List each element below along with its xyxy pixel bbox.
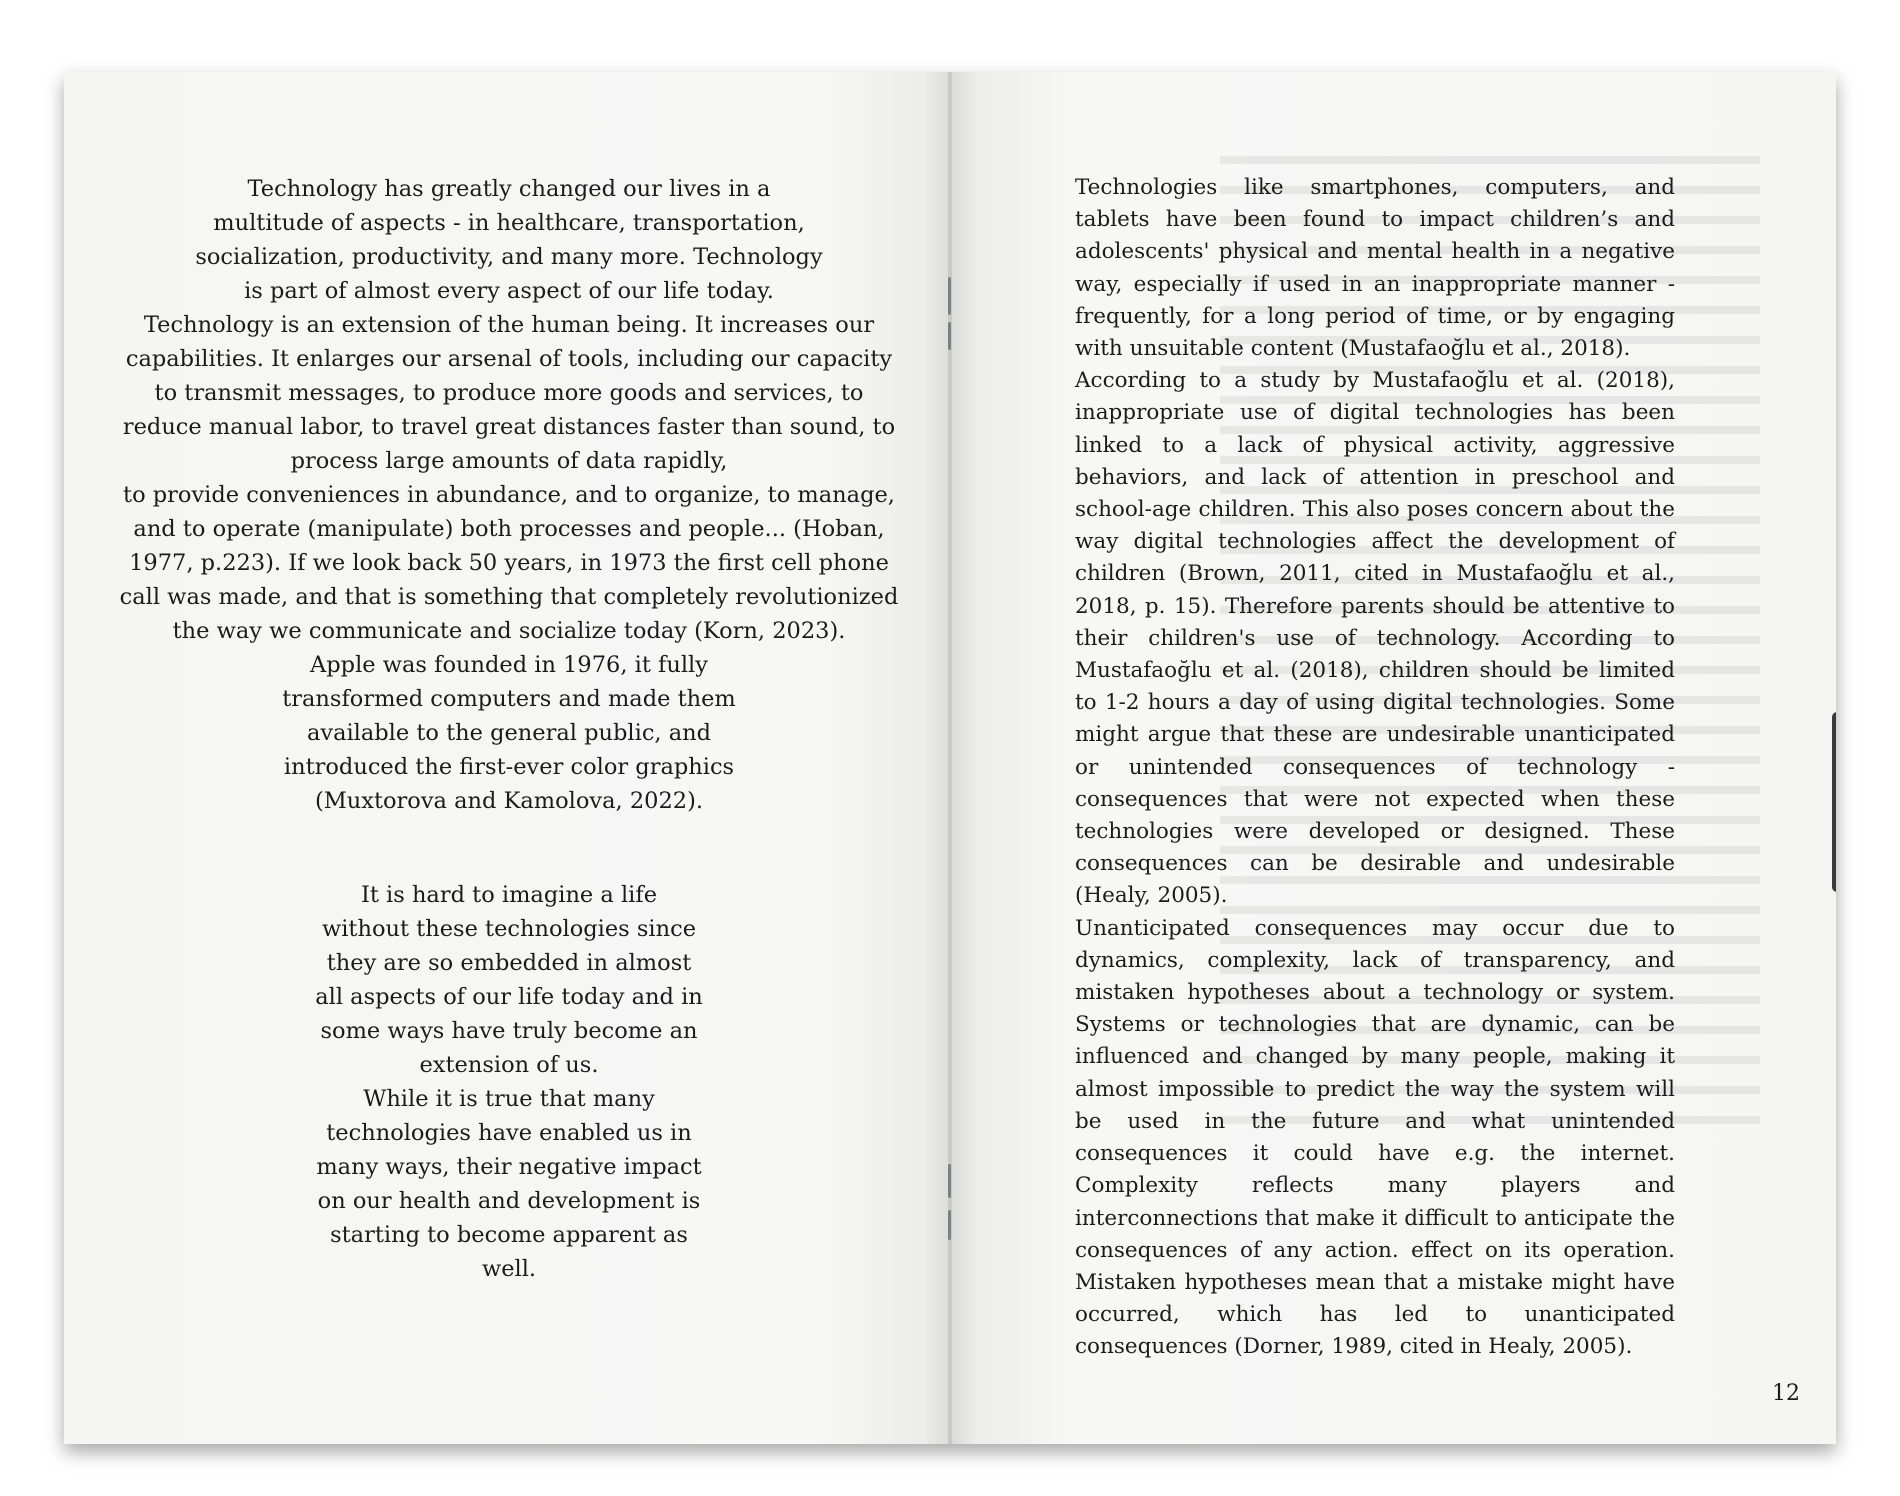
- left-paragraph-2: Technology is an extension of the human being. It increases our capabilities. It enlarges our arsenal of tools, including our capacity to transmit messages, to produce more goods and services, to reduce manual labor, to travel great distances faster than sound, to process large amounts of data rapidly,: [122, 312, 896, 474]
- left-paragraph-1: Technology has greatly changed our lives in a multitude of aspects - in healthcare, transportation, socialization, productivity, and many more. Technology is part of almost every aspect of our life today.: [195, 176, 823, 304]
- booklet-spread: [64, 72, 1836, 1444]
- left-page: [64, 72, 950, 1444]
- left-paragraph-4: Apple was founded in 1976, it fully transformed computers and made them available to the general public, and introduced the first-ever color graphics (Muxtorova and Kamolova, 2022).: [282, 652, 736, 814]
- right-paragraph-2: According to a study by Mustafaoğlu et al. (2018), inappropriate use of digital technologies has been linked to a lack of physical activity, aggressive behaviors, and lack of attention in preschool and school-age children. This also poses concern about the way digital technologies affect the development of children (Brown, 2011, cited in Mustafaoğlu et al., 2018, p. 15). Therefore parents should be attentive to their children's use of technology. According to Mustafaoğlu et al. (2018), children should be limited to 1-2 hours a day of using digital technologies. Some might argue that these are undesirable unanticipated or unintended consequences of technology - consequences that were not expected when these technologies were developed or designed. These consequences can be desirable and undesirable (Healy, 2005).: [1075, 368, 1675, 909]
- right-paragraph-1: Technologies like smartphones, computers, and tablets have been found to impact children’s and adolescents' physical and mental health in a negative way, especially if used in an inappropriate manner - frequently, for a long period of time, or by engaging with unsuitable content (Mustafaoğlu et al., 2018).: [1075, 175, 1675, 362]
- left-paragraph-3: to provide conveniences in abundance, and to organize, to manage, and to operate (manipulate) both processes and people... (Hoban, 1977, p.223). If we look back 50 years, in 1973 the first cell phone call was made, and that is something that completely revolutionized the way we communicate and socialize today (Korn, 2023).: [119, 482, 899, 644]
- left-paragraph-6: While it is true that many technologies have enabled us in many ways, their negative impact on our health and development is starting to become apparent as well.: [316, 1086, 702, 1282]
- staple-bottom-upper: [948, 1164, 951, 1198]
- page-edge-shadow: [1832, 712, 1836, 892]
- staple-bottom-lower: [948, 1210, 951, 1240]
- page-number: 12: [1772, 1381, 1800, 1406]
- left-page-text: [114, 172, 904, 1286]
- staple-top-upper: [948, 277, 951, 315]
- right-paragraph-3: Unanticipated consequences may occur due to dynamics, complexity, lack of transparency, and mistaken hypotheses about a technology or system. Systems or technologies that are dynamic, can be influenced and changed by many people, making it almost impossible to predict the way the system will be used in the future and what unintended consequences it could have e.g. the internet. Complexity reflects many players and interconnections that make it difficult to anticipate the consequences of any action. effect on its operation. Mistaken hypotheses mean that a mistake might have occurred, which has led to unanticipated consequences (Dorner, 1989, cited in Healy, 2005).: [1075, 915, 1675, 1360]
- right-page: [950, 72, 1836, 1444]
- staple-top-lower: [948, 322, 951, 350]
- left-paragraph-5: It is hard to imagine a life without these technologies since they are so embedded in almost all aspects of our life today and in some ways have truly become an extension of us.: [315, 882, 703, 1078]
- right-page-text: [1075, 172, 1675, 1364]
